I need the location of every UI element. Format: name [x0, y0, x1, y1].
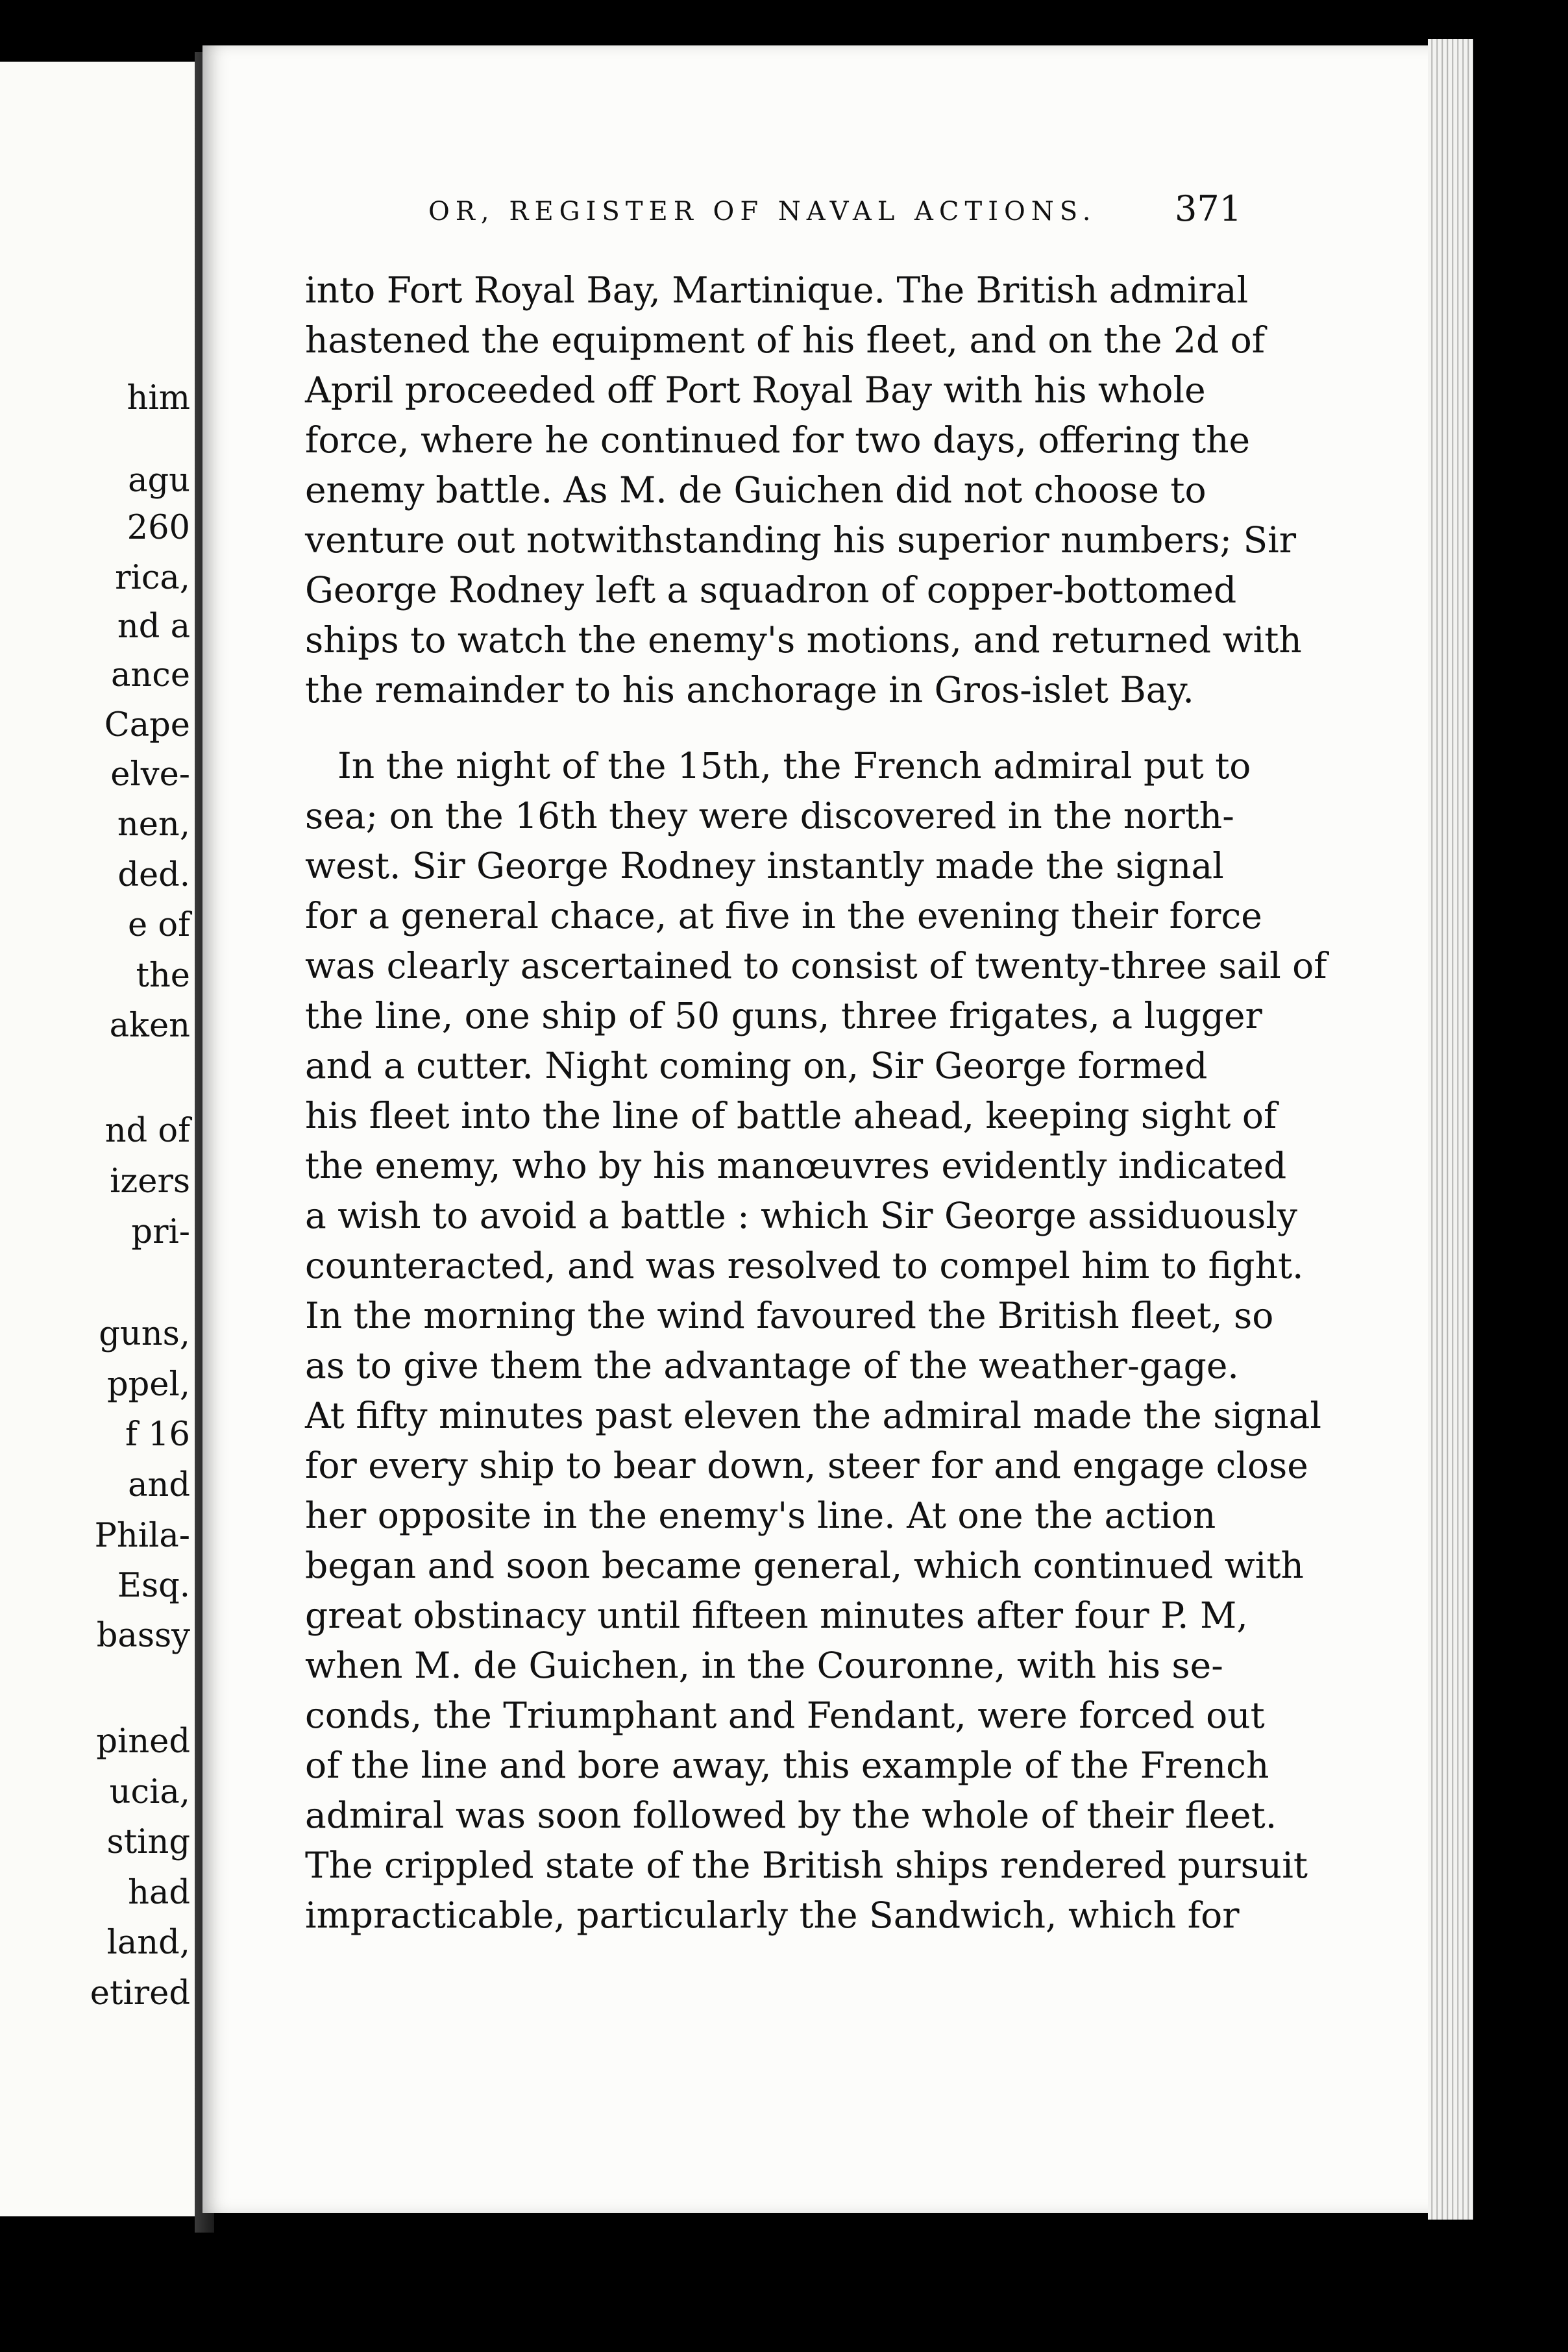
- left-page-fragment: e of: [128, 906, 190, 944]
- left-page-fragment: ppel,: [107, 1366, 190, 1404]
- left-page-fragment: pined: [96, 1722, 190, 1761]
- text-line: April proceeded off Port Royal Bay with his whole: [305, 369, 1206, 411]
- text-line: the line, one ship of 50 guns, three frigates, a lugger: [305, 995, 1262, 1036]
- left-page-fragment: bassy: [96, 1617, 190, 1655]
- left-page-fragment: him: [127, 379, 190, 417]
- text-line: The crippled state of the British ships rendered pursuit: [305, 1844, 1308, 1886]
- text-line: force, where he continued for two days, offering the: [305, 419, 1251, 461]
- text-line: when M. de Guichen, in the Couronne, with his se-: [305, 1645, 1223, 1686]
- text-line: admiral was soon followed by the whole of their fleet.: [305, 1795, 1277, 1836]
- left-page-fragment: ance: [111, 656, 190, 694]
- paragraph-first-line: In the night of the 15th, the French admiral put to: [337, 745, 1251, 787]
- left-page-fragment: nd a: [117, 607, 190, 646]
- text-line: for every ship to bear down, steer for and engage close: [305, 1445, 1308, 1486]
- running-head: OR, REGISTER OF NAVAL ACTIONS.: [428, 197, 1097, 227]
- text-line: At fifty minutes past eleven the admiral made the signal: [305, 1395, 1322, 1436]
- left-page-fragment: nen,: [117, 805, 190, 844]
- text-line: was clearly ascertained to consist of twenty-three sail of: [305, 945, 1327, 986]
- text-line: west. Sir George Rodney instantly made the signal: [305, 845, 1224, 887]
- left-page-fragment: land,: [106, 1924, 190, 1962]
- left-page-fragment: Cape: [104, 706, 190, 744]
- page-edges: [1428, 39, 1473, 2220]
- left-page-fragment: izers: [110, 1162, 190, 1201]
- left-page-fragment: had: [128, 1874, 190, 1912]
- left-page-fragment: guns,: [99, 1315, 190, 1353]
- left-page-fragment: f 16: [125, 1415, 190, 1454]
- left-page-fragment: elve-: [110, 755, 190, 794]
- left-page-fragment: the: [136, 957, 190, 995]
- left-page-fragment: agu: [128, 461, 190, 500]
- left-page-fragment: sting: [106, 1823, 190, 1861]
- left-page-fragment: Esq.: [117, 1567, 190, 1605]
- left-page-fragment: aken: [109, 1007, 190, 1045]
- text-line: counteracted, and was resolved to compel him to fight.: [305, 1245, 1304, 1286]
- text-line: ships to watch the enemy's motions, and returned with: [305, 619, 1302, 661]
- text-line: a wish to avoid a battle : which Sir George assiduously: [305, 1195, 1297, 1236]
- left-page-fragment: 260: [127, 509, 190, 547]
- text-line: sea; on the 16th they were discovered in the north-: [305, 795, 1234, 837]
- left-page-fragment: ded.: [117, 856, 190, 894]
- text-line: and a cutter. Night coming on, Sir George formed: [305, 1045, 1208, 1086]
- text-line: for a general chace, at five in the evening their force: [305, 895, 1262, 937]
- left-page-fragment: pri-: [131, 1213, 190, 1251]
- left-facing-page: [0, 62, 204, 2216]
- text-line: hastened the equipment of his fleet, and on the 2d of: [305, 319, 1266, 361]
- left-page-fragment: and: [128, 1466, 190, 1504]
- text-line: conds, the Triumphant and Fendant, were forced out: [305, 1695, 1265, 1736]
- text-line: into Fort Royal Bay, Martinique. The British admiral: [305, 269, 1249, 311]
- text-line: great obstinacy until fifteen minutes after four P. M,: [305, 1595, 1248, 1636]
- text-line: began and soon became general, which continued with: [305, 1545, 1304, 1586]
- text-line: George Rodney left a squadron of copper-bottomed: [305, 569, 1237, 611]
- text-line: enemy battle. As M. de Guichen did not choose to: [305, 469, 1207, 511]
- left-page-fragment: rica,: [115, 559, 190, 597]
- text-line: his fleet into the line of battle ahead, keeping sight of: [305, 1095, 1277, 1136]
- text-line: impracticable, particularly the Sandwich, which for: [305, 1894, 1240, 1936]
- text-line: as to give them the advantage of the weather-gage.: [305, 1345, 1239, 1386]
- text-line: her opposite in the enemy's line. At one the action: [305, 1495, 1216, 1536]
- page-number: 371: [1175, 188, 1242, 229]
- left-page-fragment: nd of: [104, 1112, 190, 1150]
- left-page-fragment: Phila-: [94, 1517, 190, 1555]
- left-page-fragment: ucia,: [109, 1773, 190, 1811]
- text-line: venture out notwithstanding his superior numbers; Sir: [305, 519, 1297, 561]
- text-line: the enemy, who by his manœuvres evidently indicated: [305, 1145, 1287, 1186]
- text-line: of the line and bore away, this example of the French: [305, 1745, 1269, 1786]
- text-line: the remainder to his anchorage in Gros-islet Bay.: [305, 669, 1194, 711]
- left-page-fragment: etired: [90, 1974, 190, 2013]
- text-line: In the morning the wind favoured the British fleet, so: [305, 1295, 1274, 1336]
